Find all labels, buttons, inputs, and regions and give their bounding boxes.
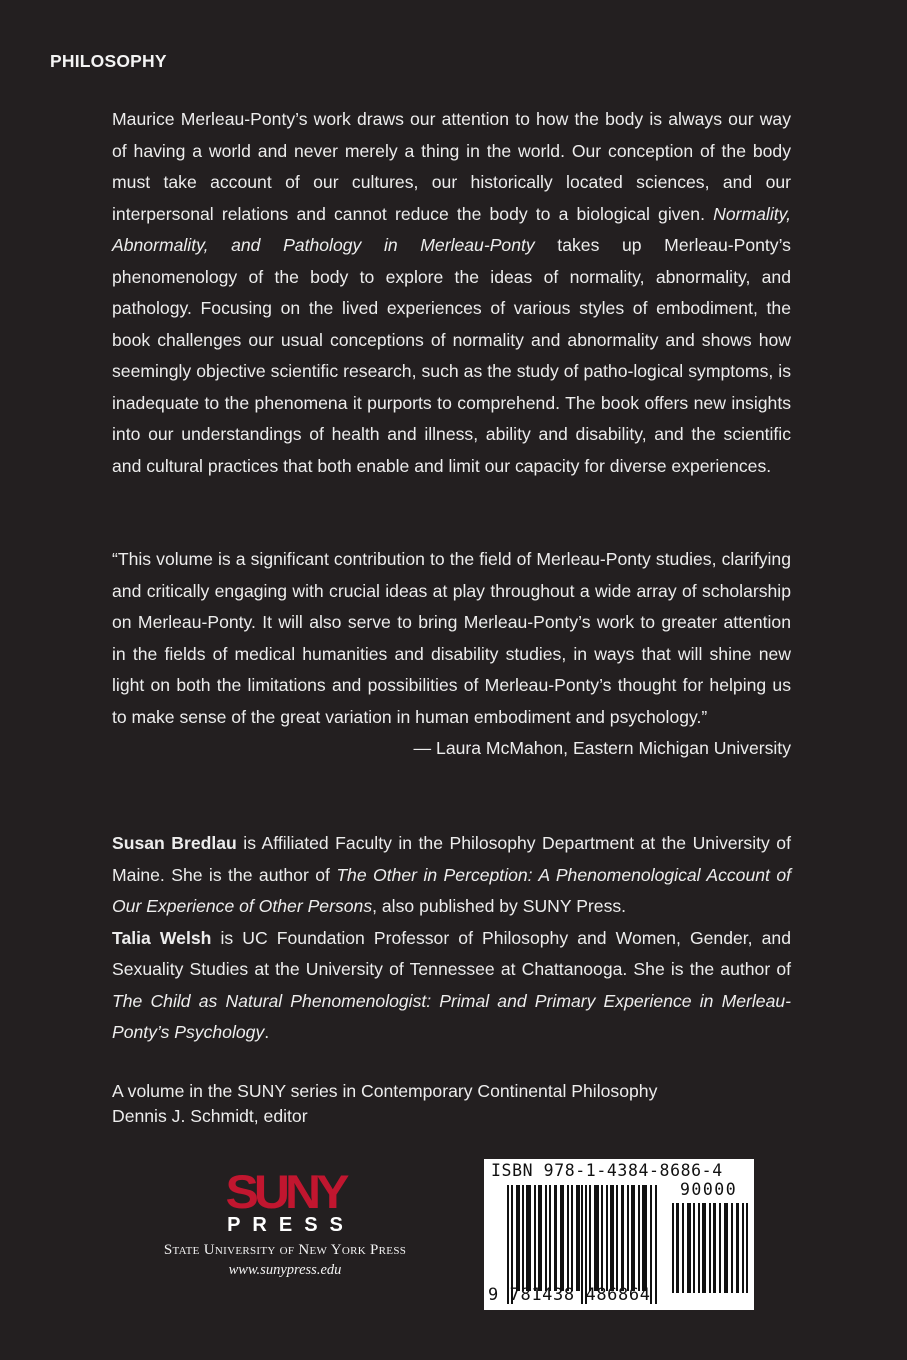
addon-barcode-bars-icon [672, 1203, 748, 1293]
description-paragraph [112, 104, 791, 482]
publisher-url: www.sunypress.edu [228, 1262, 342, 1278]
price-addon-code: 90000 [680, 1180, 738, 1199]
endorsement-quote: “This volume is a significant contribution to the field of Merleau-Ponty studies, clarifying and critically engaging with crucial ideas at play throughout a wide array of scholarship on Merleau-Ponty. It will also serve to bring Merleau-Ponty’s work to greater attention in the fields of medical humanities and disability studies, in ways that will shine new light on both the limitations and possibilities of Merleau-Ponty’s thought for helping us to make sense of the great variation in human embodiment and psychology.” [112, 549, 791, 727]
book-title: Normality, Abnormality, and Pathology in Merleau-Ponty [112, 203, 791, 255]
author-book-title: The Child as Natural Phenomenologist: Primal and Primary Experience in Merleau-Ponty’s Psychology [112, 990, 791, 1042]
barcode-digits: 9 781438 486864 [488, 1285, 651, 1305]
endorsement [112, 544, 791, 765]
author-bio-text: , also published by SUNY Press. [372, 896, 627, 916]
publisher-logo [110, 1165, 460, 1280]
author-name: Susan Bredlau [112, 833, 237, 853]
author-bios [112, 828, 791, 1049]
author-bio-text: . [264, 1022, 270, 1042]
author-bio-text: is Affiliated Faculty in the Philosophy Department at the University of Maine. She is the author of [112, 833, 791, 885]
author-bio-text: is UC Foundation Professor of Philosophy and Women, Gender, and Sexuality Studies at the University of Tennessee at Chattanooga. She is the author of [112, 927, 791, 979]
series-info [112, 1079, 791, 1129]
author-bio [112, 828, 791, 1049]
endorsement-attribution: — Laura McMahon, Eastern Michigan University [413, 738, 791, 758]
isbn-label: ISBN 978-1-4384-8686-4 [491, 1161, 723, 1180]
series-editor: Dennis J. Schmidt, editor [112, 1106, 308, 1126]
description-text-2: takes up Merleau-Ponty’s phenomenology of the body to explore the ideas of normality, abnormality, and pathology. Focusing on the lived experiences of various styles of embodiment, the book challenges our usual conceptions of normality and abnormality and shows how seemingly objective scientific research, such as the study of patho-logical symptoms, is inadequate to the phenomena it purports to comprehend. The book offers new insights into our understandings of health and illness, ability and disability, and the scientific and cultural practices that both enable and limit our capacity for diverse experiences. [112, 235, 791, 476]
suny-logo-wordmark: SUNY [225, 1165, 345, 1219]
author-book-title: The Other in Perception: A Phenomenological Account of Our Experience of Other Persons [112, 864, 791, 916]
isbn-barcode [484, 1159, 754, 1310]
publisher-name: State University of New York Press [163, 1242, 407, 1258]
description-text-1: Maurice Merleau-Ponty’s work draws our attention to how the body is always our way of having a world and never merely a thing in the world. Our conception of the body must take account of our cultures, our historically located sciences, and our interpersonal relations and cannot reduce the body to a biological given. [112, 109, 791, 224]
series-name: A volume in the SUNY series in Contemporary Continental Philosophy [112, 1081, 658, 1101]
book-description [112, 104, 791, 482]
press-logo-wordmark: PRESS [227, 1214, 355, 1236]
author-name: Talia Welsh [112, 927, 212, 948]
category-label: PHILOSOPHY [50, 51, 167, 71]
